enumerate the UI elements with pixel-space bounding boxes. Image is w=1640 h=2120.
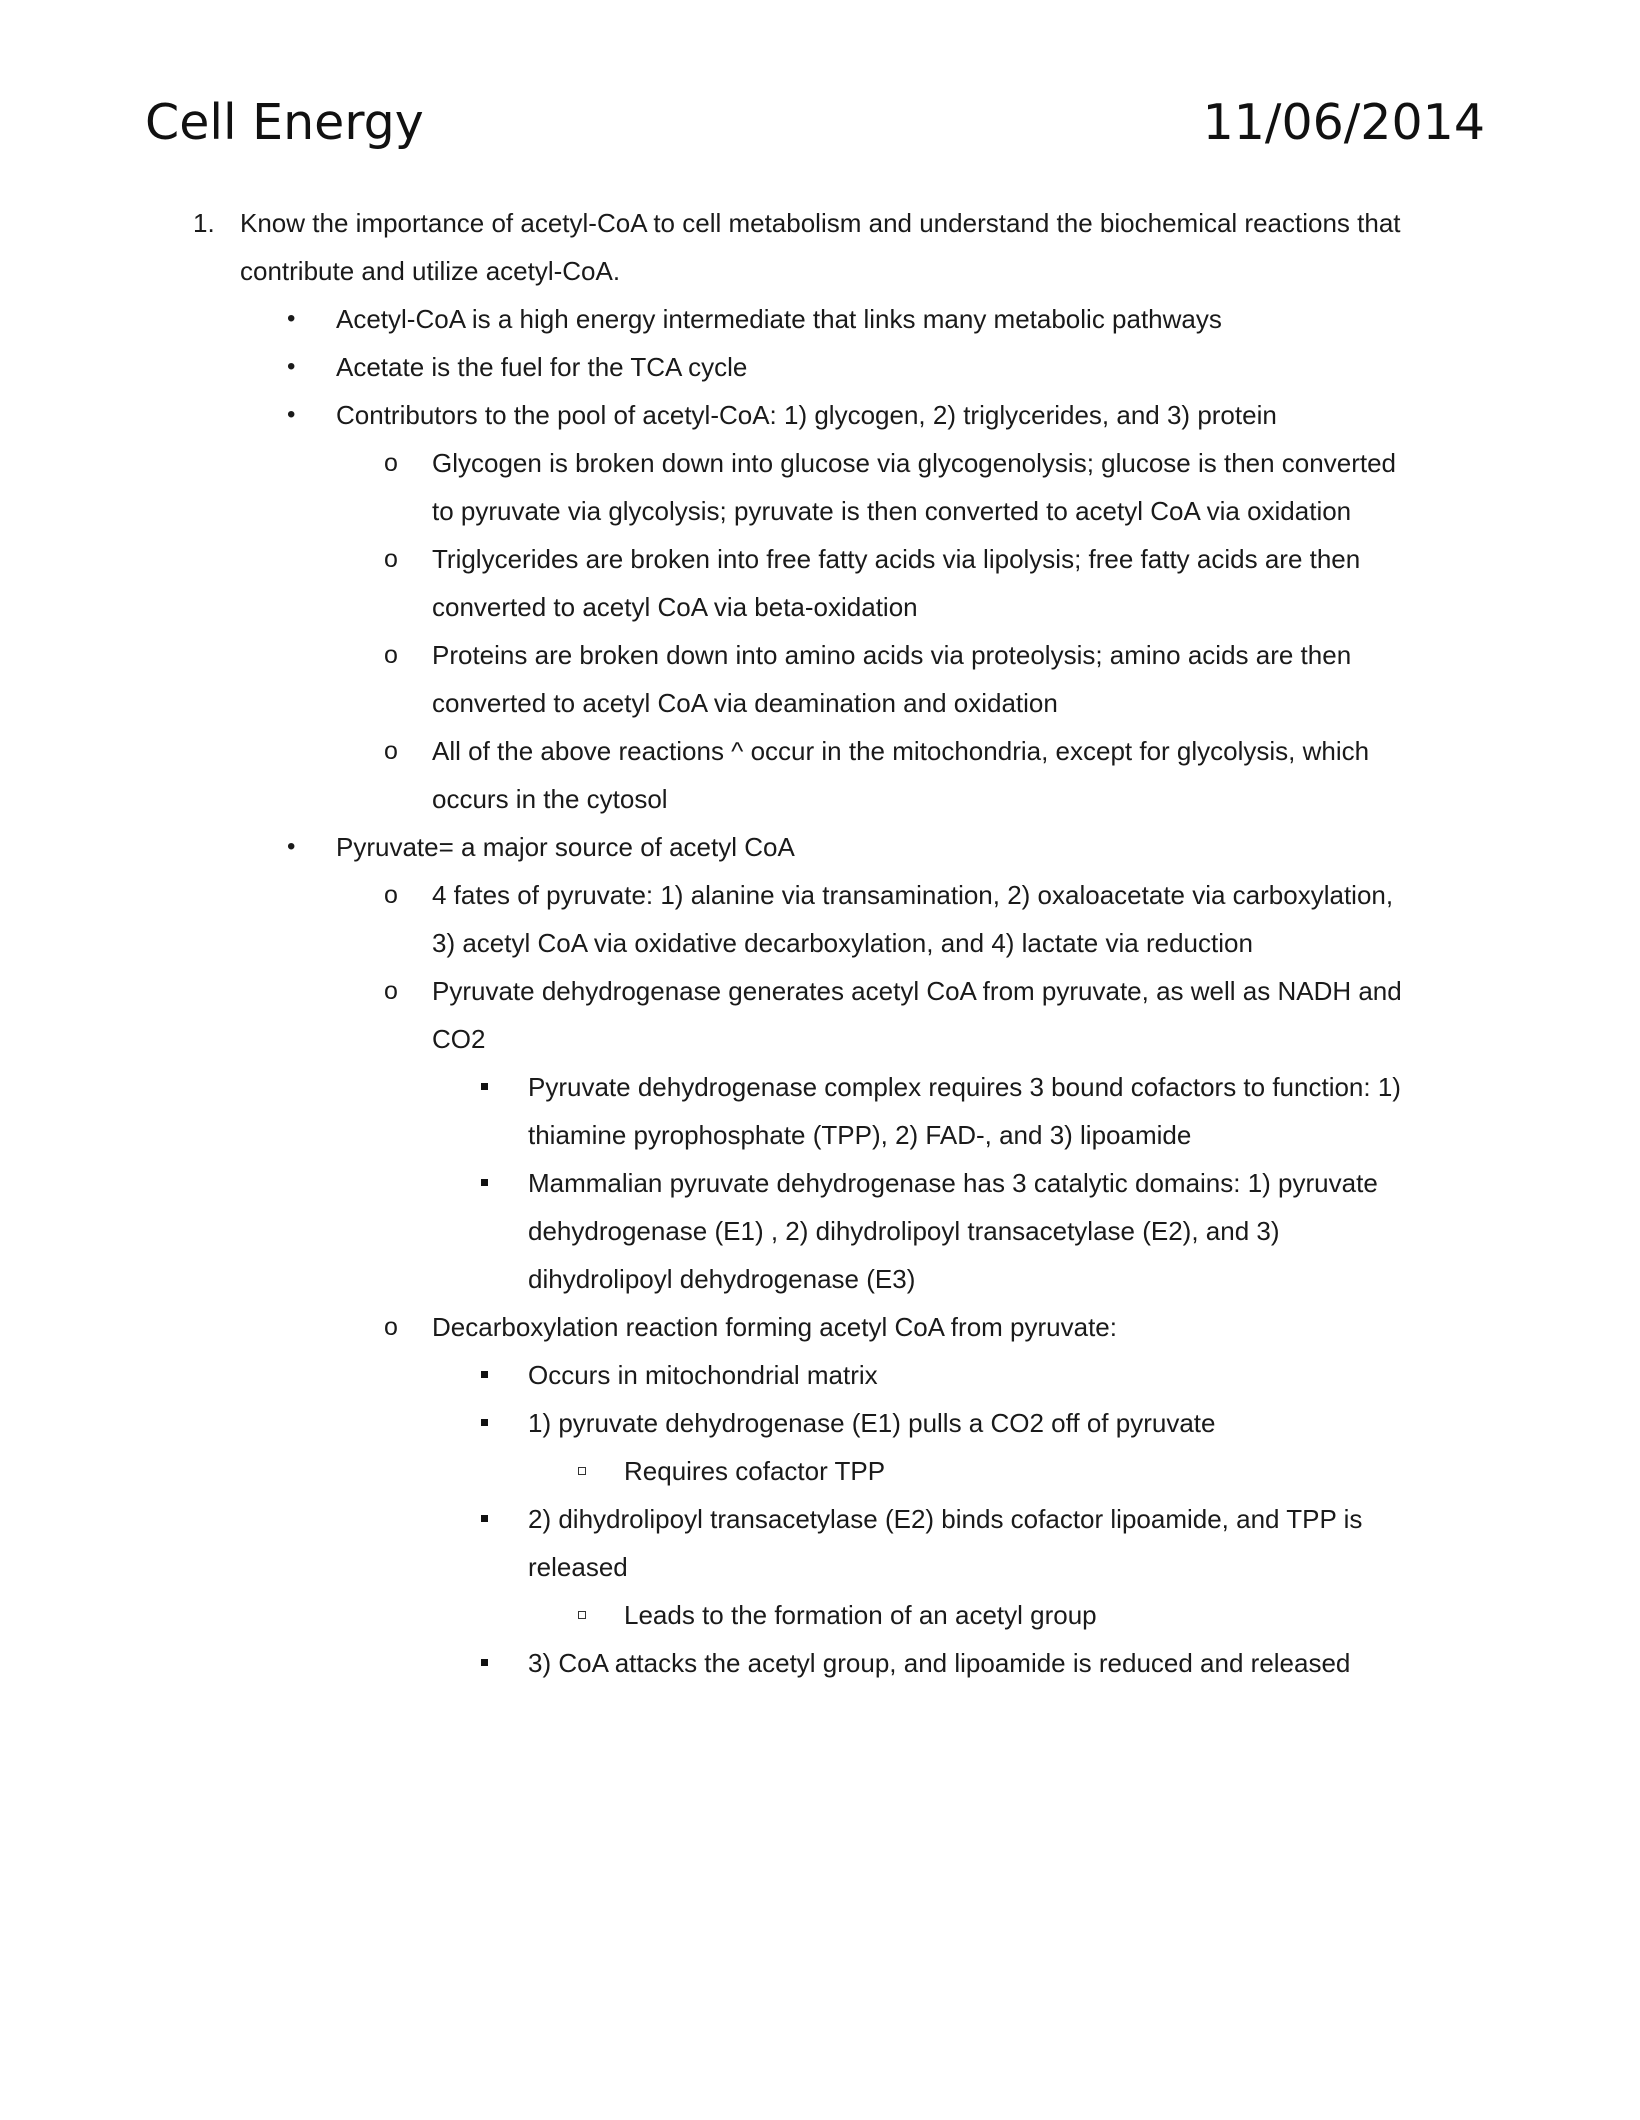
square-bullet-marker (481, 1659, 488, 1666)
sub-sub-bullet-text: Occurs in mitochondrial matrix (528, 1360, 878, 1390)
bullet-marker: • (287, 833, 296, 860)
bullet-text: Acetate is the fuel for the TCA cycle (336, 352, 748, 382)
sub-bullet-text: 4 fates of pyruvate: 1) alanine via transamination, 2) oxaloacetate via carboxylation, (432, 880, 1394, 910)
square-bullet-marker (481, 1083, 488, 1090)
sub-bullet-marker: o (384, 1313, 398, 1341)
document-title: Cell Energy (145, 94, 424, 151)
square-bullet-marker (481, 1179, 488, 1186)
level4-bullet-text: Requires cofactor TPP (624, 1456, 886, 1486)
sub-bullet-text: occurs in the cytosol (432, 784, 668, 814)
sub-bullet-text: Decarboxylation reaction forming acetyl CoA from pyruvate: (432, 1312, 1117, 1342)
bullet-marker: • (287, 353, 296, 380)
sub-bullet-text: converted to acetyl CoA via deamination and oxidation (432, 688, 1058, 718)
sub-bullet-marker: o (384, 449, 398, 477)
sub-bullet-text: CO2 (432, 1024, 486, 1054)
square-bullet-marker (481, 1419, 488, 1426)
sub-bullet-marker: o (384, 737, 398, 765)
sub-sub-bullet-text: Pyruvate dehydrogenase complex requires 3 bound cofactors to function: 1) (528, 1072, 1401, 1102)
document-date: 11/06/2014 (1202, 94, 1485, 151)
sub-bullet-text: Glycogen is broken down into glucose via glycogenolysis; glucose is then converted (432, 448, 1396, 478)
sub-sub-bullet-text: 2) dihydrolipoyl transacetylase (E2) binds cofactor lipoamide, and TPP is (528, 1504, 1363, 1534)
square-bullet-marker (481, 1515, 488, 1522)
sub-sub-bullet-text: dihydrolipoyl dehydrogenase (E3) (528, 1264, 916, 1294)
sub-bullet-marker: o (384, 977, 398, 1005)
sub-bullet-text: converted to acetyl CoA via beta-oxidation (432, 592, 918, 622)
list-number: 1. (193, 208, 215, 238)
sub-bullet-text: Triglycerides are broken into free fatty acids via lipolysis; free fatty acids are then (432, 544, 1361, 574)
square-bullet-marker (481, 1371, 488, 1378)
sub-bullet-text: to pyruvate via glycolysis; pyruvate is then converted to acetyl CoA via oxidation (432, 496, 1352, 526)
list-item-text: Know the importance of acetyl-CoA to cell metabolism and understand the biochemical reactions that (240, 208, 1401, 238)
bullet-text: Acetyl-CoA is a high energy intermediate that links many metabolic pathways (336, 304, 1222, 334)
bullet-text: Contributors to the pool of acetyl-CoA: 1) glycogen, 2) triglycerides, and 3) protein (336, 400, 1277, 430)
sub-sub-bullet-text: 3) CoA attacks the acetyl group, and lipoamide is reduced and released (528, 1648, 1351, 1678)
document-header (145, 88, 1485, 158)
sub-bullet-text: Pyruvate dehydrogenase generates acetyl CoA from pyruvate, as well as NADH and (432, 976, 1402, 1006)
sub-bullet-text: 3) acetyl CoA via oxidative decarboxylation, and 4) lactate via reduction (432, 928, 1253, 958)
sub-bullet-marker: o (384, 545, 398, 573)
hollow-square-bullet-marker (578, 1611, 586, 1619)
list-item-text: contribute and utilize acetyl-CoA. (240, 256, 621, 286)
sub-sub-bullet-text: 1) pyruvate dehydrogenase (E1) pulls a CO2 off of pyruvate (528, 1408, 1216, 1438)
sub-bullet-marker: o (384, 641, 398, 669)
sub-bullet-text: Proteins are broken down into amino acids via proteolysis; amino acids are then (432, 640, 1352, 670)
sub-bullet-text: All of the above reactions ^ occur in the mitochondria, except for glycolysis, which (432, 736, 1370, 766)
level4-bullet-text: Leads to the formation of an acetyl group (624, 1600, 1097, 1630)
hollow-square-bullet-marker (578, 1467, 586, 1475)
sub-bullet-marker: o (384, 881, 398, 909)
bullet-text: Pyruvate= a major source of acetyl CoA (336, 832, 795, 862)
sub-sub-bullet-text: released (528, 1552, 628, 1582)
bullet-marker: • (287, 305, 296, 332)
sub-sub-bullet-text: Mammalian pyruvate dehydrogenase has 3 catalytic domains: 1) pyruvate (528, 1168, 1378, 1198)
sub-sub-bullet-text: thiamine pyrophosphate (TPP), 2) FAD-, and 3) lipoamide (528, 1120, 1192, 1150)
bullet-marker: • (287, 401, 296, 428)
sub-sub-bullet-text: dehydrogenase (E1) , 2) dihydrolipoyl transacetylase (E2), and 3) (528, 1216, 1280, 1246)
